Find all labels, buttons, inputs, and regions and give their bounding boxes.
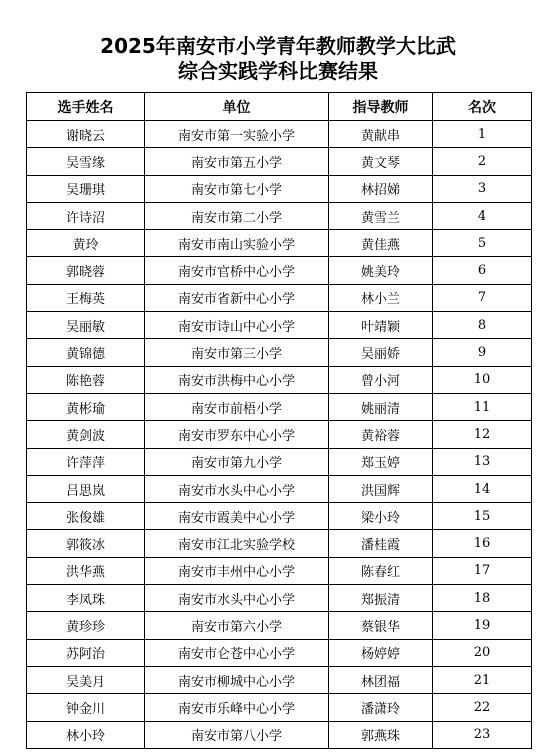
school-cell: 南安市前梧小学 xyxy=(145,393,329,420)
school-cell: 南安市第二小学 xyxy=(145,202,329,229)
instructor-cell: 杨婷婷 xyxy=(329,639,433,666)
header-instructor: 指导教师 xyxy=(329,93,433,121)
instructor-cell: 郭燕珠 xyxy=(329,721,433,748)
school-cell: 南安市仑苍中心小学 xyxy=(145,639,329,666)
contestant-name-cell: 李凤珠 xyxy=(27,585,145,612)
rank-cell: 6 xyxy=(433,257,532,284)
school-cell: 南安市南山实验小学 xyxy=(145,230,329,257)
school-cell: 南安市第一实验小学 xyxy=(145,121,329,148)
school-cell: 南安市第九小学 xyxy=(145,448,329,475)
table-row xyxy=(27,475,532,502)
rank-cell: 17 xyxy=(433,557,532,584)
contestant-name-cell: 吕思岚 xyxy=(27,475,145,502)
rank-cell: 14 xyxy=(433,475,532,502)
table-row xyxy=(27,366,532,393)
contestant-name-cell: 许萍萍 xyxy=(27,448,145,475)
instructor-cell: 林团福 xyxy=(329,666,433,693)
rank-cell: 12 xyxy=(433,421,532,448)
school-cell: 南安市第五小学 xyxy=(145,148,329,175)
contestant-name-cell: 吴丽敏 xyxy=(27,312,145,339)
school-cell: 南安市柳城中心小学 xyxy=(145,666,329,693)
school-cell: 南安市丰州中心小学 xyxy=(145,557,329,584)
table-row xyxy=(27,721,532,748)
contestant-name-cell: 黄锦德 xyxy=(27,339,145,366)
rank-cell: 13 xyxy=(433,448,532,475)
contestant-name-cell: 黄玲 xyxy=(27,230,145,257)
rank-cell: 9 xyxy=(433,339,532,366)
rank-cell: 5 xyxy=(433,230,532,257)
table-row xyxy=(27,557,532,584)
rank-cell: 16 xyxy=(433,530,532,557)
page-subtitle: 综合实践学科比赛结果 xyxy=(178,59,378,83)
instructor-cell: 洪国辉 xyxy=(329,475,433,502)
instructor-cell: 姚美玲 xyxy=(329,257,433,284)
school-cell: 南安市水头中心小学 xyxy=(145,585,329,612)
school-cell: 南安市省新中心小学 xyxy=(145,284,329,311)
instructor-cell: 陈春红 xyxy=(329,557,433,584)
table-row xyxy=(27,175,532,202)
instructor-cell: 曾小河 xyxy=(329,366,433,393)
school-cell: 南安市罗东中心小学 xyxy=(145,421,329,448)
contestant-name-cell: 钟金川 xyxy=(27,694,145,721)
instructor-cell: 黄献串 xyxy=(329,121,433,148)
table-row xyxy=(27,202,532,229)
rank-cell: 11 xyxy=(433,393,532,420)
school-cell: 南安市第六小学 xyxy=(145,612,329,639)
instructor-cell: 郑玉婷 xyxy=(329,448,433,475)
instructor-cell: 梁小玲 xyxy=(329,503,433,530)
school-cell: 南安市第八小学 xyxy=(145,721,329,748)
header-contestant-name: 选手姓名 xyxy=(27,93,145,121)
table-row xyxy=(27,393,532,420)
rank-cell: 23 xyxy=(433,721,532,748)
instructor-cell: 林小兰 xyxy=(329,284,433,311)
table-row xyxy=(27,121,532,148)
contestant-name-cell: 陈艳蓉 xyxy=(27,366,145,393)
instructor-cell: 黄佳燕 xyxy=(329,230,433,257)
rank-cell: 1 xyxy=(433,121,532,148)
school-cell: 南安市霞美中心小学 xyxy=(145,503,329,530)
table-row xyxy=(27,694,532,721)
contestant-name-cell: 黄彬瑜 xyxy=(27,393,145,420)
contestant-name-cell: 王梅英 xyxy=(27,284,145,311)
table-row xyxy=(27,585,532,612)
table-row xyxy=(27,503,532,530)
contestant-name-cell: 苏阿治 xyxy=(27,639,145,666)
rank-cell: 7 xyxy=(433,284,532,311)
instructor-cell: 黄雪兰 xyxy=(329,202,433,229)
rank-cell: 19 xyxy=(433,612,532,639)
school-cell: 南安市水头中心小学 xyxy=(145,475,329,502)
contestant-name-cell: 林小玲 xyxy=(27,721,145,748)
table-row xyxy=(27,230,532,257)
contestant-name-cell: 黄珍珍 xyxy=(27,612,145,639)
contestant-name-cell: 黄剑波 xyxy=(27,421,145,448)
table-header-row xyxy=(27,93,532,121)
header-school: 单位 xyxy=(145,93,329,121)
contestant-name-cell: 张俊雄 xyxy=(27,503,145,530)
instructor-cell: 郑振清 xyxy=(329,585,433,612)
rank-cell: 18 xyxy=(433,585,532,612)
table-row xyxy=(27,612,532,639)
table-row xyxy=(27,148,532,175)
contestant-name-cell: 许诗沼 xyxy=(27,202,145,229)
rank-cell: 3 xyxy=(433,175,532,202)
rank-cell: 15 xyxy=(433,503,532,530)
contestant-name-cell: 吴珊琪 xyxy=(27,175,145,202)
rank-cell: 21 xyxy=(433,666,532,693)
school-cell: 南安市江北实验学校 xyxy=(145,530,329,557)
results-table xyxy=(26,92,532,749)
instructor-cell: 吴丽娇 xyxy=(329,339,433,366)
contestant-name-cell: 谢晓云 xyxy=(27,121,145,148)
school-cell: 南安市官桥中心小学 xyxy=(145,257,329,284)
instructor-cell: 黄文琴 xyxy=(329,148,433,175)
table-row xyxy=(27,339,532,366)
contestant-name-cell: 吴美月 xyxy=(27,666,145,693)
contestant-name-cell: 郭晓蓉 xyxy=(27,257,145,284)
rank-cell: 8 xyxy=(433,312,532,339)
table-row xyxy=(27,284,532,311)
table-row xyxy=(27,448,532,475)
header-rank: 名次 xyxy=(433,93,532,121)
table-row xyxy=(27,257,532,284)
table-body xyxy=(27,121,532,749)
instructor-cell: 林招娣 xyxy=(329,175,433,202)
rank-cell: 20 xyxy=(433,639,532,666)
table-row xyxy=(27,666,532,693)
instructor-cell: 姚丽清 xyxy=(329,393,433,420)
contestant-name-cell: 洪华燕 xyxy=(27,557,145,584)
instructor-cell: 叶靖颖 xyxy=(329,312,433,339)
school-cell: 南安市第七小学 xyxy=(145,175,329,202)
table-row xyxy=(27,312,532,339)
rank-cell: 22 xyxy=(433,694,532,721)
instructor-cell: 潘潇玲 xyxy=(329,694,433,721)
rank-cell: 2 xyxy=(433,148,532,175)
instructor-cell: 潘桂霞 xyxy=(329,530,433,557)
table-row xyxy=(27,421,532,448)
school-cell: 南安市乐峰中心小学 xyxy=(145,694,329,721)
contestant-name-cell: 郭筱冰 xyxy=(27,530,145,557)
school-cell: 南安市第三小学 xyxy=(145,339,329,366)
school-cell: 南安市诗山中心小学 xyxy=(145,312,329,339)
rank-cell: 10 xyxy=(433,366,532,393)
instructor-cell: 蔡银华 xyxy=(329,612,433,639)
page-title: 2025年南安市小学青年教师教学大比武 xyxy=(100,34,456,58)
instructor-cell: 黄裕蓉 xyxy=(329,421,433,448)
school-cell: 南安市洪梅中心小学 xyxy=(145,366,329,393)
table-row xyxy=(27,530,532,557)
contestant-name-cell: 吴雪缘 xyxy=(27,148,145,175)
table-row xyxy=(27,639,532,666)
rank-cell: 4 xyxy=(433,202,532,229)
